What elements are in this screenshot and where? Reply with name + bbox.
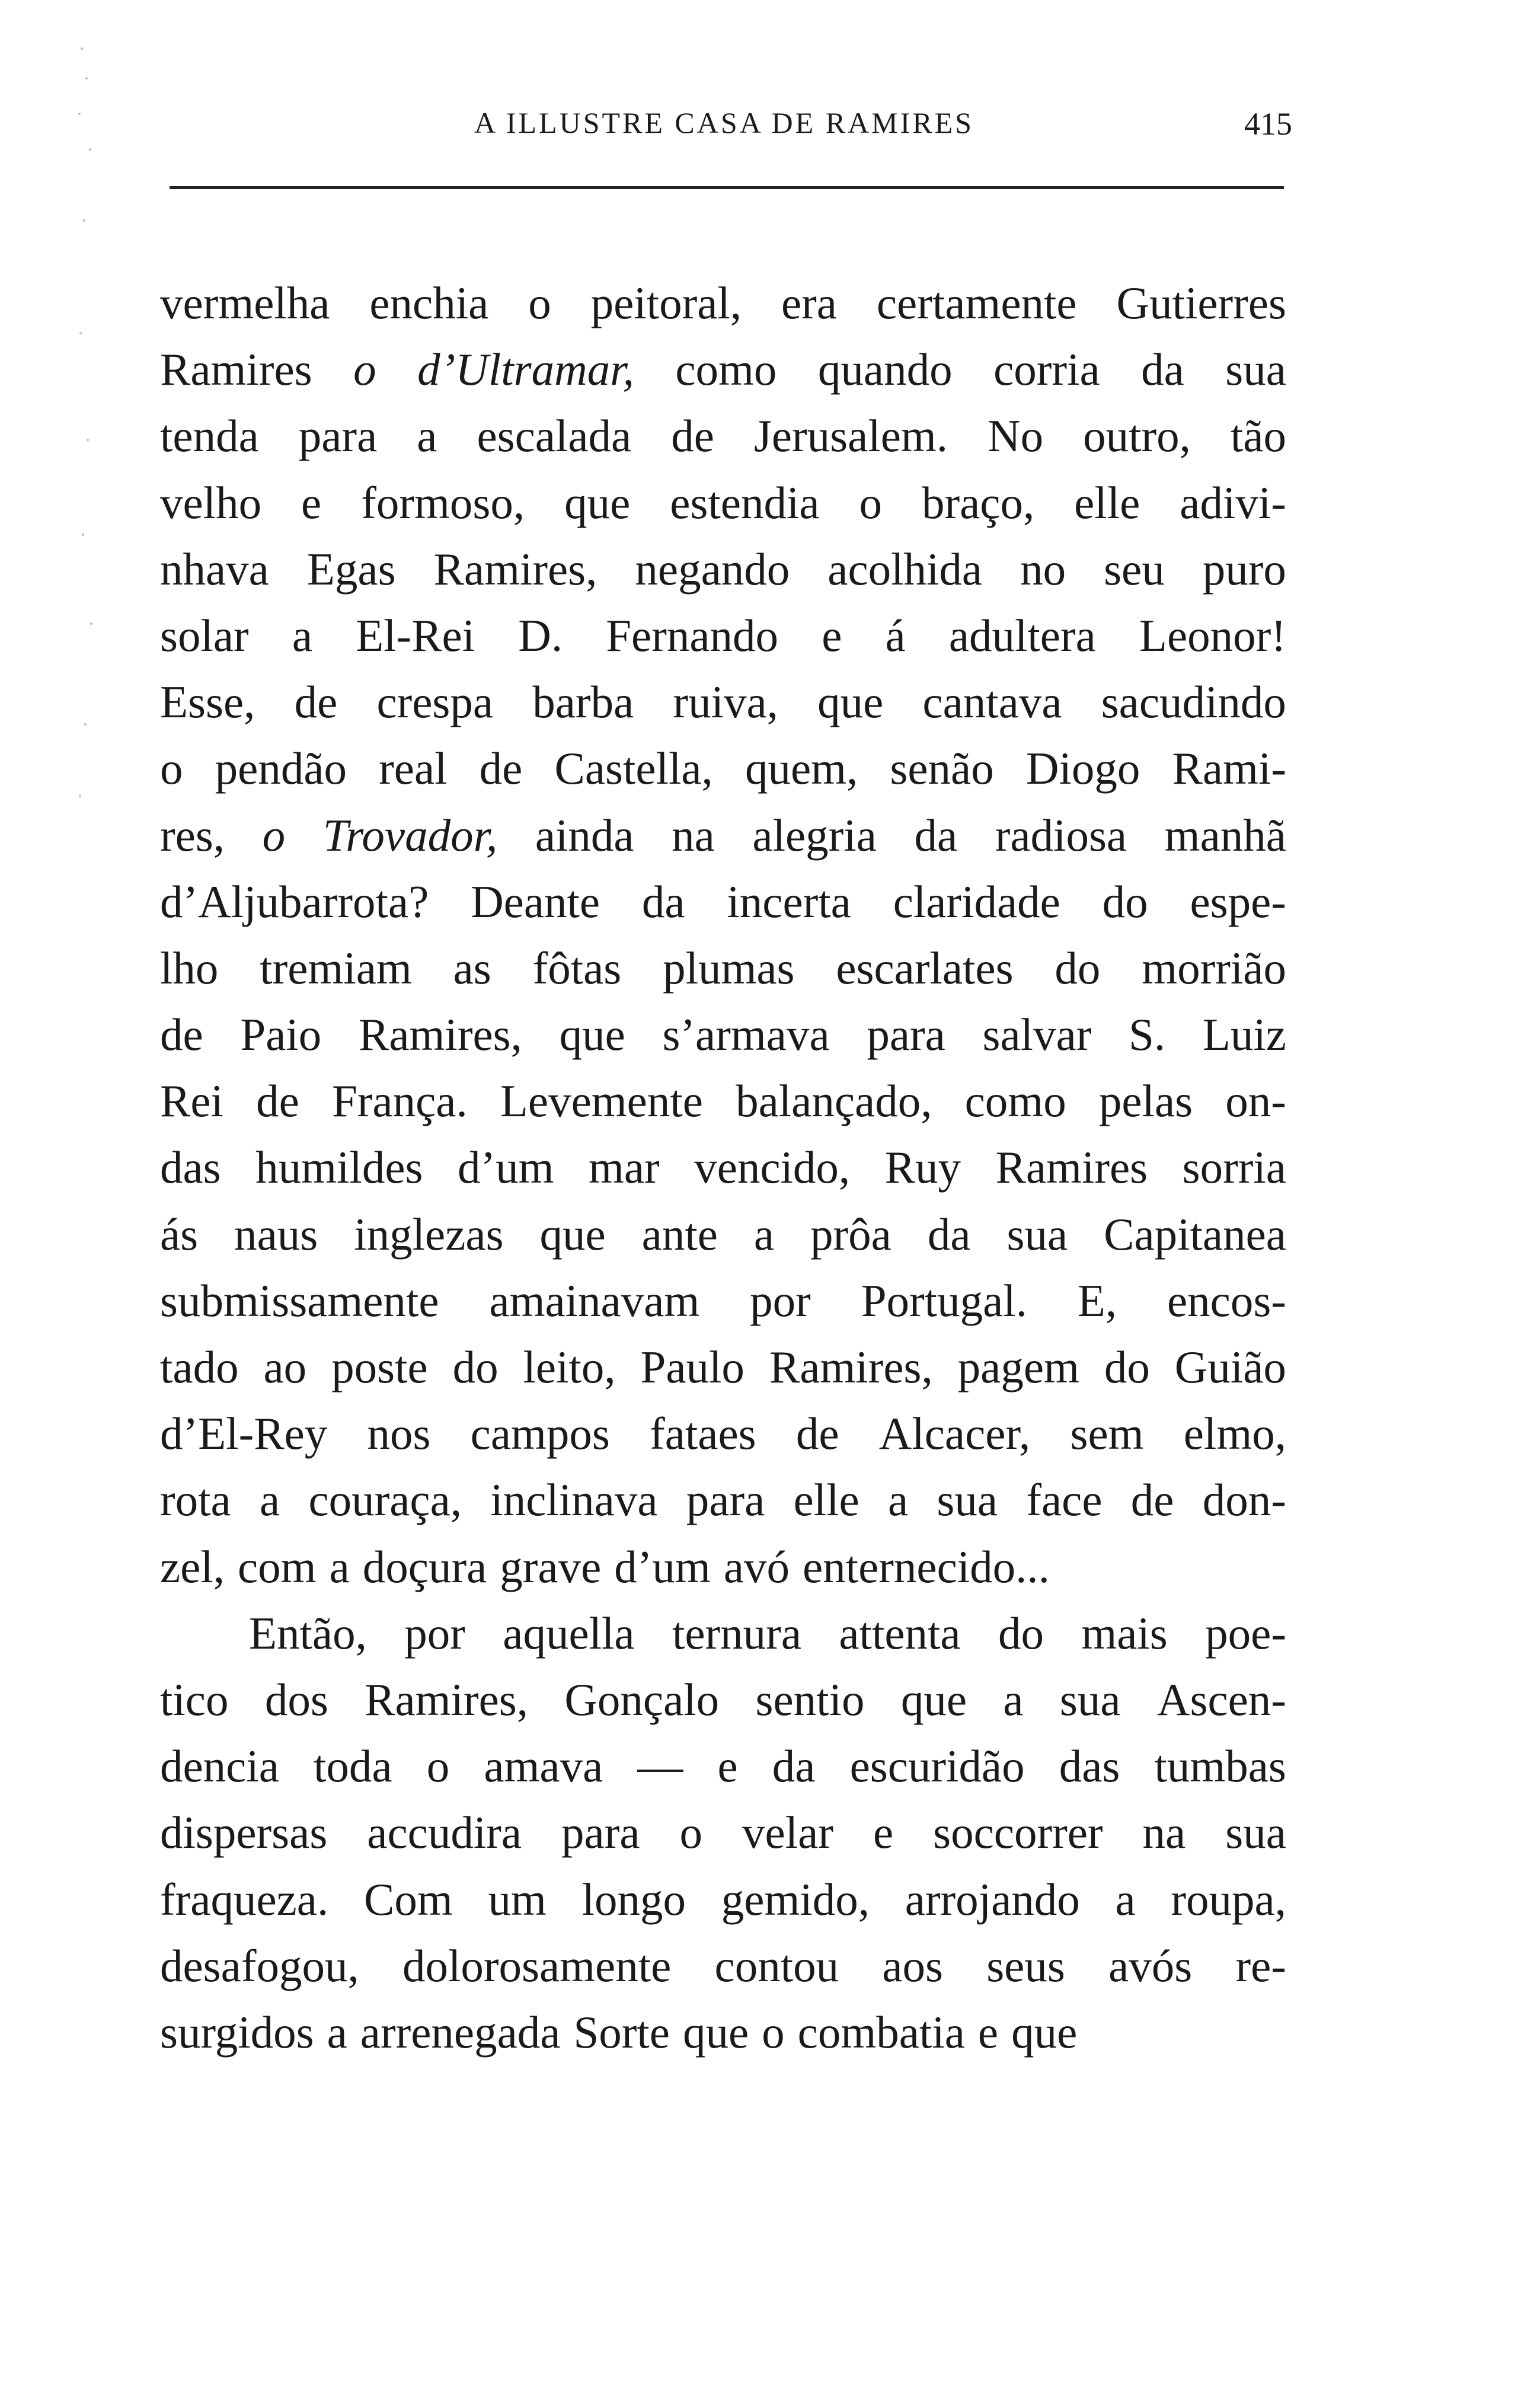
speck (84, 723, 87, 726)
word: do (1102, 876, 1148, 927)
word: como (675, 344, 777, 395)
text-line (160, 1799, 1286, 1866)
word: peitoral, (590, 277, 742, 328)
word: do (1055, 942, 1101, 994)
text-line (160, 735, 1286, 801)
word: para (561, 1807, 640, 1858)
word: combatia (797, 2006, 965, 2058)
word: crespa (376, 676, 494, 728)
word: o (353, 344, 376, 395)
word: Castella, (554, 743, 713, 794)
word: de (479, 743, 523, 794)
text-line (160, 935, 1286, 1001)
word: lho (160, 942, 219, 994)
word: e (301, 477, 322, 528)
text-line (160, 1267, 1286, 1334)
word: Com (363, 1873, 453, 1925)
speck (89, 148, 91, 151)
word: Paulo (640, 1342, 744, 1393)
word: senão (890, 743, 994, 794)
word: contou (714, 1940, 839, 1991)
word: Ramires, (359, 1009, 522, 1061)
text-line (160, 1600, 1286, 1666)
word: claridade (893, 876, 1060, 927)
word: por (404, 1607, 465, 1659)
word: cantava (922, 676, 1062, 728)
word: sua (1059, 1674, 1121, 1725)
word: Trovador, (322, 809, 498, 861)
word: França. (331, 1075, 468, 1127)
word: da (914, 809, 958, 861)
word: sacudindo (1101, 676, 1286, 728)
word: o (679, 1807, 703, 1858)
word: El-Rei (356, 609, 475, 661)
word: e (873, 1807, 894, 1858)
word: para (298, 410, 378, 462)
word: mar (588, 1142, 660, 1193)
word: couraça, (308, 1474, 462, 1526)
speck (90, 622, 92, 625)
word: a (327, 2006, 347, 2058)
word: amainavam (489, 1275, 700, 1326)
word: formoso, (361, 477, 525, 528)
word: elle (1074, 477, 1140, 528)
word: braço, (921, 477, 1035, 528)
word: Ramires, (433, 543, 597, 595)
word: alegria (752, 809, 877, 861)
word: Leonor! (1139, 609, 1286, 661)
word: no (1020, 543, 1066, 595)
speck (87, 439, 89, 441)
word: que (817, 676, 884, 728)
word: enchia (369, 277, 489, 328)
word: mais (1081, 1607, 1168, 1659)
word: e (717, 1740, 738, 1792)
word: nos (367, 1408, 431, 1460)
word: corria (993, 344, 1100, 395)
word: a (259, 1474, 280, 1526)
word: sua (937, 1474, 998, 1526)
word: pelas (1098, 1075, 1193, 1127)
word: vermelha (160, 277, 330, 328)
word: grave (500, 1541, 602, 1592)
word: incerta (727, 876, 851, 927)
word: re- (1235, 1940, 1286, 1991)
word: amava (484, 1740, 603, 1792)
word: Gonçalo (564, 1674, 720, 1725)
word: Fernando (606, 609, 779, 661)
word: de (256, 1075, 299, 1127)
text-line (160, 1933, 1286, 1999)
speck (78, 113, 81, 115)
word: manhã (1164, 809, 1286, 861)
text-line (160, 669, 1286, 735)
word: outro, (1083, 410, 1191, 462)
word: S. (1129, 1009, 1166, 1061)
word: pagem (957, 1342, 1079, 1393)
word: das (1059, 1740, 1120, 1792)
word: da (927, 1208, 971, 1260)
word: aquella (503, 1607, 635, 1659)
word: inclinava (490, 1474, 658, 1526)
word: ás (160, 1208, 199, 1260)
word: radiosa (995, 809, 1127, 861)
text-line (160, 868, 1286, 935)
word: seu (1104, 543, 1165, 595)
text-line (160, 270, 1286, 336)
word: a (1115, 1873, 1136, 1925)
word: roupa, (1171, 1873, 1286, 1925)
word: res, (160, 809, 225, 861)
word: Deante (471, 876, 600, 927)
word: vencido, (694, 1142, 851, 1193)
word: estendia (670, 477, 820, 528)
word: campos (470, 1408, 610, 1460)
word: do (998, 1607, 1044, 1659)
word: puro (1202, 543, 1286, 595)
word: negando (635, 543, 790, 595)
word: Esse, (160, 676, 255, 728)
word: soccorrer (933, 1807, 1103, 1858)
speck (85, 77, 88, 79)
text-line (160, 536, 1286, 602)
word: que (1011, 2006, 1078, 2058)
word: ao (263, 1342, 307, 1393)
word: plumas (663, 942, 795, 994)
word: e (977, 2006, 999, 2058)
word: sua (1225, 344, 1286, 395)
word: um (488, 1873, 547, 1925)
word: sua (1225, 1807, 1286, 1858)
running-title: A ILLUSTRE CASA DE RAMIRES (474, 106, 974, 139)
word: a (417, 410, 437, 462)
word: as (453, 942, 491, 994)
word: certamente (876, 277, 1077, 328)
word: leito, (523, 1342, 616, 1393)
word: que (682, 2006, 749, 2058)
word: rota (160, 1474, 231, 1526)
word: tão (1230, 410, 1286, 462)
word: adivi- (1180, 477, 1286, 528)
word: á (885, 609, 906, 661)
word: que (564, 477, 631, 528)
word: que (900, 1674, 967, 1725)
word: toda (314, 1740, 392, 1792)
word: ternura (672, 1607, 801, 1659)
text-line (160, 1134, 1286, 1200)
word: Capitanea (1104, 1208, 1286, 1260)
word: seus (986, 1940, 1065, 1991)
word: dolorosamente (402, 1940, 672, 1991)
word: balançado, (736, 1075, 932, 1127)
word: tremiam (260, 942, 412, 994)
header-rule (170, 186, 1284, 189)
word: ruiva, (673, 676, 778, 728)
text-line (160, 1334, 1286, 1400)
word: dispersas (160, 1807, 328, 1858)
text-line (160, 1999, 1286, 2065)
word: morrião (1142, 942, 1286, 994)
word: por (750, 1275, 811, 1326)
text-line (160, 1201, 1286, 1267)
word: ainda (535, 809, 634, 861)
word: na (1142, 1807, 1186, 1858)
text-line (160, 403, 1286, 469)
word: velho (160, 477, 262, 528)
word: desafogou, (160, 1940, 359, 1991)
word: a (329, 1541, 350, 1592)
word: accudira (367, 1807, 522, 1858)
word: d’El-Rey (160, 1408, 328, 1460)
word: espe- (1190, 876, 1286, 927)
word: tumbas (1154, 1740, 1286, 1792)
word: ante (641, 1208, 718, 1260)
word: d’Ultramar, (417, 344, 634, 395)
word: elmo, (1183, 1408, 1286, 1460)
word: salvar (982, 1009, 1092, 1061)
word: Rei (160, 1075, 223, 1127)
word: o (426, 1740, 450, 1792)
word: Ramires, (365, 1674, 528, 1725)
word: Então, (249, 1607, 367, 1659)
word: don- (1202, 1474, 1286, 1526)
word: barba (532, 676, 634, 728)
word: Guião (1174, 1342, 1286, 1393)
margin-specks (77, 24, 101, 854)
word: tado (160, 1342, 239, 1393)
text-line (160, 1666, 1286, 1733)
word: fataes (650, 1408, 756, 1460)
word: pendão (215, 743, 347, 794)
word: do (452, 1342, 499, 1393)
word: E, (1077, 1275, 1117, 1326)
word: d’um (457, 1142, 554, 1193)
text-line (160, 1866, 1286, 1933)
word: avó (723, 1541, 790, 1592)
word: poe- (1205, 1607, 1286, 1659)
word: naus (234, 1208, 318, 1260)
word: a (1003, 1674, 1024, 1725)
word: escarlates (836, 942, 1014, 994)
word: escuridão (849, 1740, 1025, 1792)
word: on- (1225, 1075, 1286, 1127)
text-line (160, 602, 1286, 669)
word: sorria (1182, 1142, 1286, 1193)
word: da (1141, 344, 1184, 395)
word: longo (581, 1873, 686, 1925)
word: real (379, 743, 448, 794)
word: poste (331, 1342, 428, 1393)
word: Ruy (884, 1142, 961, 1193)
text-line (160, 336, 1286, 403)
word: Alcacer, (878, 1408, 1031, 1460)
word: com (238, 1541, 317, 1592)
speck (79, 794, 81, 797)
word: Ascen- (1156, 1674, 1286, 1725)
word: Ramires (160, 344, 312, 395)
page-number: 415 (1244, 106, 1292, 142)
text-line (160, 1068, 1286, 1134)
word: encos- (1167, 1275, 1286, 1326)
word: para (686, 1474, 765, 1526)
word: No (988, 410, 1044, 462)
word: enternecido... (803, 1541, 1050, 1592)
body-text (160, 270, 1286, 2065)
word: fôtas (532, 942, 622, 994)
word: inglezas (354, 1208, 504, 1260)
word: a (887, 1474, 909, 1526)
word: dencia (160, 1740, 279, 1792)
word: elle (793, 1474, 859, 1526)
speck (83, 219, 85, 222)
speck (81, 47, 83, 50)
text-line (160, 1400, 1286, 1467)
word: nhava (160, 543, 269, 595)
word: de (671, 410, 714, 462)
word: para (867, 1009, 945, 1061)
word: escalada (477, 410, 632, 462)
word: arrojando (905, 1873, 1080, 1925)
word: Egas (306, 543, 396, 595)
word: d’Aljubarrota? (160, 876, 429, 927)
word: o (528, 277, 551, 328)
word: — (637, 1740, 683, 1792)
word: s’armava (662, 1009, 830, 1061)
word: a (753, 1208, 775, 1260)
word: Ramires, (769, 1342, 933, 1393)
word: que (539, 1208, 606, 1260)
word: das (160, 1142, 221, 1193)
text-line (160, 1001, 1286, 1068)
text-line (160, 1467, 1286, 1533)
word: aos (882, 1940, 943, 1991)
word: acolhida (827, 543, 983, 595)
word: de (294, 676, 338, 728)
text-line (160, 1534, 1286, 1600)
word: sua (1006, 1208, 1068, 1260)
word: Jerusalem. (753, 410, 948, 462)
word: da (641, 876, 685, 927)
word: adultera (948, 609, 1096, 661)
word: da (772, 1740, 816, 1792)
word: Luiz (1202, 1009, 1286, 1061)
word: de (1130, 1474, 1174, 1526)
word: sentio (755, 1674, 865, 1725)
speck (82, 534, 84, 536)
word: tico (160, 1674, 229, 1725)
word: quando (817, 344, 953, 395)
word: Rami- (1172, 743, 1286, 794)
word: era (781, 277, 837, 328)
word: surgidos (160, 2006, 314, 2058)
word: avós (1108, 1940, 1193, 1991)
word: face (1026, 1474, 1103, 1526)
word: Ramires (995, 1142, 1148, 1193)
word: tenda (160, 410, 259, 462)
word: Levemente (500, 1075, 703, 1127)
word: zel, (160, 1541, 225, 1592)
word: dos (264, 1674, 328, 1725)
word: o (762, 2006, 785, 2058)
word: velar (742, 1807, 833, 1858)
word: d’um (614, 1541, 711, 1592)
word: o (160, 743, 183, 794)
word: de (795, 1408, 839, 1460)
word: e (822, 609, 842, 661)
text-line (160, 802, 1286, 868)
word: Diogo (1025, 743, 1140, 794)
word: Portugal. (861, 1275, 1027, 1326)
word: quem, (744, 743, 858, 794)
word: Paio (240, 1009, 322, 1061)
text-line (160, 1733, 1286, 1799)
running-head (166, 106, 1292, 153)
text-line (160, 470, 1286, 536)
word: arrenegada (360, 2006, 561, 2058)
word: sem (1070, 1408, 1144, 1460)
word: o (859, 477, 882, 528)
word: humildes (255, 1142, 423, 1193)
word: o (262, 809, 286, 861)
word: gemido, (721, 1873, 870, 1925)
word: doçura (362, 1541, 487, 1592)
word: fraqueza. (160, 1873, 329, 1925)
word: submissamente (160, 1275, 439, 1326)
word: do (1104, 1342, 1150, 1393)
word: attenta (839, 1607, 961, 1659)
word: prôa (810, 1208, 891, 1260)
word: Gutierres (1116, 277, 1286, 328)
speck (79, 332, 82, 334)
word: solar (160, 609, 249, 661)
word: na (672, 809, 715, 861)
word: D. (518, 609, 563, 661)
word: de (160, 1009, 203, 1061)
word: como (964, 1075, 1066, 1127)
word: Sorte (573, 2006, 670, 2058)
word: a (292, 609, 312, 661)
word: que (559, 1009, 625, 1061)
